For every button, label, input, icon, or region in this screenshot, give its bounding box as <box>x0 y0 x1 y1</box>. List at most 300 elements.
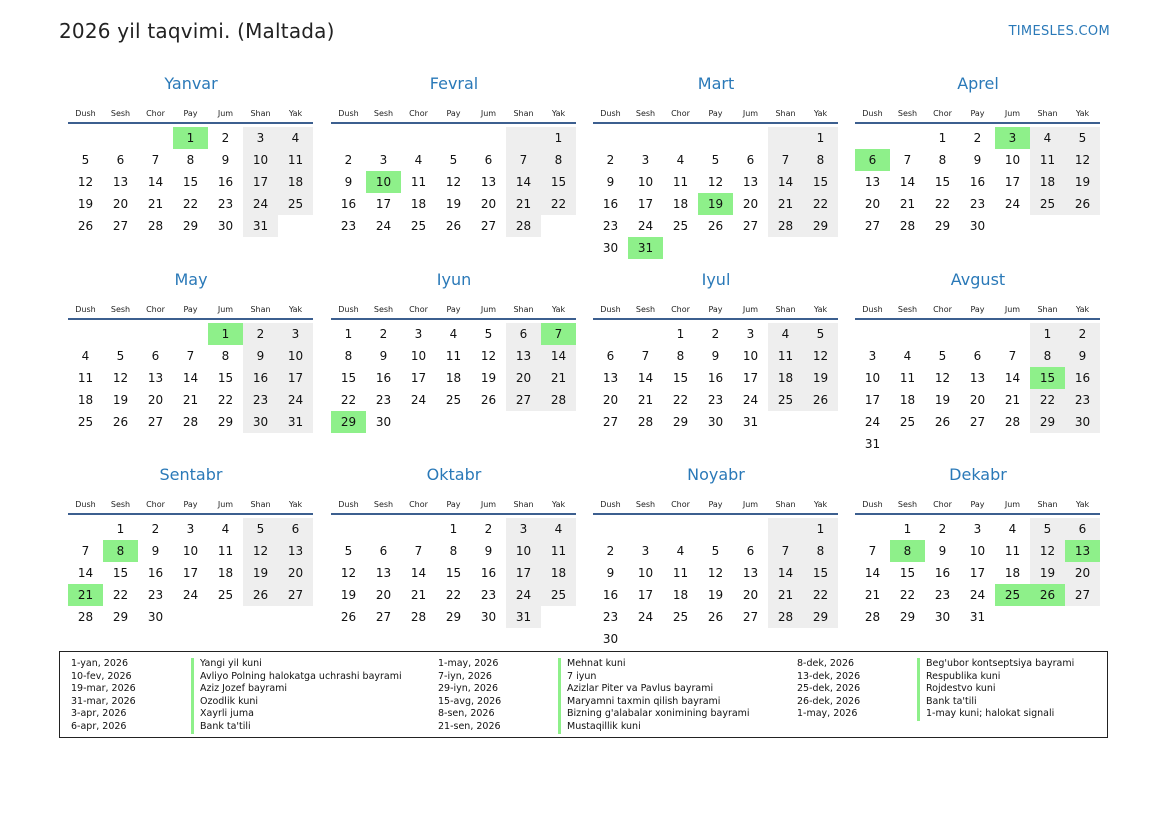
day-cell: 30 <box>217 219 234 233</box>
empty-cell <box>768 411 803 433</box>
empty-cell <box>890 323 925 345</box>
day-cell: 24 <box>182 588 199 602</box>
weekday-header <box>331 107 577 120</box>
day-cell: 25 <box>541 584 576 606</box>
day-cell: 16 <box>243 367 278 389</box>
day-cell: 15 <box>899 566 916 580</box>
day-cell: 18 <box>672 197 689 211</box>
day-cell: 6 <box>506 323 541 345</box>
weekday-label: Dush <box>75 305 96 314</box>
day-cell: 16 <box>340 197 357 211</box>
day-cell: 2 <box>973 131 982 145</box>
weekday-label: Yak <box>288 500 303 509</box>
weekday-header <box>855 498 1101 511</box>
weekday-label: Jum <box>742 500 759 509</box>
month-sentabr <box>68 461 314 628</box>
day-cell: 29 <box>803 606 838 628</box>
day-cell: 3 <box>973 522 982 536</box>
day-cell: 15 <box>672 371 689 385</box>
weekday-header <box>855 303 1101 316</box>
day-cell: 14 <box>182 371 199 385</box>
weekday-label: Jum <box>1004 305 1021 314</box>
day-cell: 2 <box>344 153 353 167</box>
day-cell: 16 <box>375 371 392 385</box>
day-cell: 28 <box>410 610 427 624</box>
empty-cell <box>243 606 278 628</box>
day-cell: 3 <box>641 544 650 558</box>
day-cell: 2 <box>484 522 493 536</box>
weekday-label: Yak <box>1075 500 1090 509</box>
day-cell: 20 <box>506 367 541 389</box>
day-cell: 9 <box>938 544 947 558</box>
legend-date: 31-mar, 2026 <box>71 695 136 707</box>
weekday-label: Shan <box>1037 305 1058 314</box>
day-cell: 23 <box>480 588 497 602</box>
day-cell: 16 <box>480 566 497 580</box>
empty-cell <box>995 323 1030 345</box>
day-grid <box>68 323 313 433</box>
weekday-label: Pay <box>970 109 985 118</box>
day-cell: 18 <box>278 171 313 193</box>
empty-cell <box>733 628 768 650</box>
day-cell: 30 <box>480 610 497 624</box>
day-cell: 1 <box>449 522 458 536</box>
weekday-label: Chor <box>409 500 428 509</box>
day-cell: 19 <box>480 371 497 385</box>
day-grid <box>68 127 313 237</box>
day-cell: 27 <box>506 389 541 411</box>
day-cell: 14 <box>410 566 427 580</box>
day-cell: 17 <box>742 371 759 385</box>
month-aprel <box>855 70 1101 237</box>
weekday-header <box>593 107 839 120</box>
day-cell: 29 <box>934 219 951 233</box>
day-cell: 5 <box>711 153 720 167</box>
empty-cell <box>698 628 733 650</box>
day-cell: 9 <box>243 345 278 367</box>
day-cell: 19 <box>1030 562 1065 584</box>
month-divider <box>331 122 576 124</box>
day-cell: 24 <box>742 393 759 407</box>
day-cell: 6 <box>973 349 982 363</box>
day-cell: 9 <box>151 544 160 558</box>
empty-cell <box>1030 215 1065 237</box>
holiday-day-cell: 13 <box>1065 540 1100 562</box>
day-cell: 26 <box>803 389 838 411</box>
day-cell: 9 <box>1065 345 1100 367</box>
legend-date: 15-avg, 2026 <box>438 695 502 707</box>
empty-cell <box>436 411 471 433</box>
day-cell: 8 <box>449 544 458 558</box>
day-cell: 30 <box>969 219 986 233</box>
day-cell: 13 <box>278 540 313 562</box>
day-cell: 26 <box>243 584 278 606</box>
day-cell: 27 <box>147 415 164 429</box>
month-mart <box>593 70 839 259</box>
day-cell: 20 <box>112 197 129 211</box>
legend-date: 13-dek, 2026 <box>797 670 861 682</box>
weekday-label: Yak <box>288 305 303 314</box>
holiday-day-cell: 10 <box>366 171 401 193</box>
day-cell: 4 <box>768 323 803 345</box>
weekday-label: Yak <box>551 109 566 118</box>
weekday-header <box>593 498 839 511</box>
legend-holiday-name: Mustaqillik kuni <box>558 721 641 734</box>
day-cell: 3 <box>186 522 195 536</box>
day-cell: 6 <box>606 349 615 363</box>
holiday-day-cell: 6 <box>855 149 890 171</box>
day-cell: 18 <box>217 566 234 580</box>
month-divider <box>331 318 576 320</box>
day-cell: 22 <box>445 588 462 602</box>
weekday-header <box>68 303 314 316</box>
empty-cell <box>366 127 401 149</box>
legend-date: 1-may, 2026 <box>438 658 499 669</box>
day-cell: 20 <box>278 562 313 584</box>
legend-date: 25-dek, 2026 <box>797 683 861 695</box>
empty-cell <box>768 127 803 149</box>
day-cell: 1 <box>541 127 576 149</box>
day-cell: 26 <box>445 219 462 233</box>
month-noyabr <box>593 461 839 650</box>
day-cell: 2 <box>243 323 278 345</box>
day-cell: 11 <box>899 371 916 385</box>
day-cell: 3 <box>243 127 278 149</box>
day-cell: 4 <box>676 544 685 558</box>
legend-holiday-name: Yangi yil kuni <box>191 658 262 671</box>
day-cell: 25 <box>672 219 689 233</box>
day-cell: 3 <box>868 349 877 363</box>
day-cell: 30 <box>934 610 951 624</box>
day-cell: 19 <box>445 197 462 211</box>
legend-holiday-name: Ozodlik kuni <box>191 696 258 709</box>
legend-date: 29-iyn, 2026 <box>438 683 499 695</box>
month-name: Mart <box>697 74 735 93</box>
day-cell: 3 <box>506 518 541 540</box>
day-cell: 1 <box>344 327 353 341</box>
day-cell: 7 <box>868 544 877 558</box>
empty-cell <box>401 518 436 540</box>
day-cell: 22 <box>217 393 234 407</box>
empty-cell <box>663 237 698 259</box>
day-cell: 28 <box>147 219 164 233</box>
day-cell: 12 <box>340 566 357 580</box>
day-cell: 10 <box>864 371 881 385</box>
weekday-label: Chor <box>409 305 428 314</box>
day-cell: 17 <box>243 171 278 193</box>
month-name: Dekabr <box>949 465 1007 484</box>
day-cell: 17 <box>1004 175 1021 189</box>
empty-cell <box>103 127 138 149</box>
day-cell: 16 <box>602 197 619 211</box>
day-cell: 21 <box>1004 393 1021 407</box>
weekday-label: Pay <box>446 109 461 118</box>
day-cell: 26 <box>77 219 94 233</box>
day-grid <box>331 518 576 628</box>
day-cell: 17 <box>278 367 313 389</box>
day-cell: 22 <box>803 584 838 606</box>
month-name: Sentabr <box>159 465 223 484</box>
day-cell: 7 <box>768 540 803 562</box>
empty-cell <box>890 127 925 149</box>
holiday-legend <box>59 651 1108 738</box>
day-cell: 19 <box>803 367 838 389</box>
day-grid <box>68 518 313 628</box>
month-divider <box>68 122 313 124</box>
day-cell: 18 <box>768 367 803 389</box>
day-cell: 8 <box>803 540 838 562</box>
day-cell: 24 <box>1004 197 1021 211</box>
day-cell: 19 <box>1065 171 1100 193</box>
day-cell: 5 <box>711 544 720 558</box>
weekday-label: Jum <box>480 109 497 118</box>
day-cell: 30 <box>243 411 278 433</box>
day-cell: 29 <box>182 219 199 233</box>
day-cell: 13 <box>602 371 619 385</box>
day-cell: 4 <box>903 349 912 363</box>
day-cell: 10 <box>506 540 541 562</box>
day-cell: 27 <box>1065 584 1100 606</box>
weekday-header <box>331 303 577 316</box>
day-cell: 25 <box>672 610 689 624</box>
day-cell: 11 <box>445 349 462 363</box>
weekday-label: Sesh <box>635 109 656 118</box>
day-cell: 29 <box>217 415 234 429</box>
empty-cell <box>506 411 541 433</box>
empty-cell <box>138 323 173 345</box>
weekday-label: Pay <box>708 500 723 509</box>
weekday-label: Sesh <box>635 305 656 314</box>
day-cell: 24 <box>375 219 392 233</box>
empty-cell <box>401 411 436 433</box>
empty-cell <box>995 606 1030 628</box>
day-cell: 16 <box>969 175 986 189</box>
weekday-label: Dush <box>862 500 883 509</box>
empty-cell <box>628 518 663 540</box>
day-cell: 2 <box>606 153 615 167</box>
weekday-label: Yak <box>551 500 566 509</box>
day-cell: 14 <box>541 345 576 367</box>
day-cell: 21 <box>768 584 803 606</box>
day-cell: 15 <box>541 171 576 193</box>
day-cell: 31 <box>864 437 881 451</box>
day-cell: 23 <box>243 389 278 411</box>
month-yanvar <box>68 70 314 237</box>
weekday-label: Jum <box>742 109 759 118</box>
day-cell: 1 <box>903 522 912 536</box>
day-cell: 9 <box>606 566 615 580</box>
empty-cell <box>890 433 925 455</box>
day-cell: 25 <box>445 393 462 407</box>
day-cell: 27 <box>480 219 497 233</box>
weekday-label: Pay <box>183 109 198 118</box>
day-cell: 8 <box>186 153 195 167</box>
day-cell: 19 <box>112 393 129 407</box>
day-cell: 6 <box>1065 518 1100 540</box>
day-cell: 5 <box>116 349 125 363</box>
day-cell: 3 <box>414 327 423 341</box>
empty-cell <box>541 411 576 433</box>
empty-cell <box>663 518 698 540</box>
day-cell: 9 <box>973 153 982 167</box>
weekday-label: Pay <box>970 305 985 314</box>
weekday-label: Jum <box>217 305 234 314</box>
day-cell: 6 <box>746 544 755 558</box>
day-cell: 29 <box>112 610 129 624</box>
day-cell: 11 <box>672 175 689 189</box>
day-cell: 14 <box>768 562 803 584</box>
day-cell: 26 <box>1065 193 1100 215</box>
empty-cell <box>1030 606 1065 628</box>
day-cell: 19 <box>707 588 724 602</box>
weekday-label: Chor <box>933 305 952 314</box>
month-fevral <box>331 70 577 237</box>
day-cell: 11 <box>1030 149 1065 171</box>
empty-cell <box>208 606 243 628</box>
day-cell: 26 <box>707 610 724 624</box>
empty-cell <box>925 433 960 455</box>
empty-cell <box>173 606 208 628</box>
weekday-label: Shan <box>775 305 796 314</box>
empty-cell <box>506 127 541 149</box>
weekday-label: Pay <box>708 109 723 118</box>
day-cell: 16 <box>707 371 724 385</box>
day-cell: 15 <box>217 371 234 385</box>
day-cell: 19 <box>243 562 278 584</box>
weekday-label: Sesh <box>373 305 394 314</box>
day-cell: 7 <box>903 153 912 167</box>
day-cell: 17 <box>969 566 986 580</box>
day-cell: 7 <box>641 349 650 363</box>
day-cell: 10 <box>742 349 759 363</box>
day-cell: 6 <box>379 544 388 558</box>
legend-holiday-name: Maryamni taxmin qilish bayrami <box>558 696 720 709</box>
day-cell: 27 <box>602 415 619 429</box>
weekday-label: Yak <box>288 109 303 118</box>
legend-holiday-name: Avliyo Polning halokatga uchrashi bayrami <box>191 671 402 684</box>
day-cell: 28 <box>768 606 803 628</box>
day-cell: 24 <box>243 193 278 215</box>
weekday-label: Jum <box>217 109 234 118</box>
empty-cell <box>471 127 506 149</box>
day-cell: 2 <box>221 131 230 145</box>
empty-cell <box>663 127 698 149</box>
day-cell: 2 <box>711 327 720 341</box>
holiday-day-cell: 8 <box>890 540 925 562</box>
empty-cell <box>331 127 366 149</box>
day-cell: 22 <box>1030 389 1065 411</box>
day-cell: 7 <box>186 349 195 363</box>
month-name: Aprel <box>957 74 999 93</box>
day-cell: 26 <box>340 610 357 624</box>
day-cell: 18 <box>899 393 916 407</box>
day-cell: 6 <box>151 349 160 363</box>
empty-cell <box>103 323 138 345</box>
day-cell: 13 <box>506 345 541 367</box>
day-cell: 28 <box>77 610 94 624</box>
empty-cell <box>1065 433 1100 455</box>
weekday-label: Shan <box>250 500 271 509</box>
day-cell: 15 <box>803 171 838 193</box>
day-cell: 1 <box>938 131 947 145</box>
legend-holiday-name: Azizlar Piter va Pavlus bayrami <box>558 683 713 696</box>
day-cell: 21 <box>541 367 576 389</box>
day-cell: 13 <box>969 371 986 385</box>
holiday-day-cell: 31 <box>628 237 663 259</box>
empty-cell <box>733 518 768 540</box>
day-cell: 11 <box>217 544 234 558</box>
weekday-label: Yak <box>551 305 566 314</box>
day-cell: 5 <box>803 323 838 345</box>
holiday-day-cell: 19 <box>698 193 733 215</box>
day-cell: 7 <box>151 153 160 167</box>
day-cell: 15 <box>182 175 199 189</box>
weekday-label: Yak <box>813 500 828 509</box>
day-cell: 15 <box>803 562 838 584</box>
day-cell: 10 <box>410 349 427 363</box>
legend-date: 1-yan, 2026 <box>71 658 128 669</box>
empty-cell <box>331 518 366 540</box>
day-cell: 6 <box>484 153 493 167</box>
day-cell: 4 <box>449 327 458 341</box>
day-cell: 20 <box>864 197 881 211</box>
day-cell: 22 <box>541 193 576 215</box>
day-cell: 28 <box>637 415 654 429</box>
day-cell: 13 <box>480 175 497 189</box>
weekday-label: Dush <box>75 500 96 509</box>
day-cell: 28 <box>506 215 541 237</box>
day-cell: 24 <box>278 389 313 411</box>
day-cell: 10 <box>278 345 313 367</box>
day-cell: 28 <box>899 219 916 233</box>
empty-cell <box>768 518 803 540</box>
day-cell: 20 <box>969 393 986 407</box>
day-cell: 2 <box>151 522 160 536</box>
day-cell: 3 <box>379 153 388 167</box>
day-cell: 13 <box>742 566 759 580</box>
empty-cell <box>68 323 103 345</box>
day-cell: 17 <box>637 588 654 602</box>
day-cell: 22 <box>934 197 951 211</box>
legend-holiday-name: Respublika kuni <box>917 671 1000 684</box>
day-cell: 9 <box>379 349 388 363</box>
empty-cell <box>541 215 576 237</box>
day-cell: 26 <box>480 393 497 407</box>
month-divider <box>593 122 838 124</box>
empty-cell <box>768 628 803 650</box>
day-cell: 22 <box>182 197 199 211</box>
day-cell: 15 <box>112 566 129 580</box>
weekday-label: Shan <box>1037 109 1058 118</box>
day-cell: 20 <box>1065 562 1100 584</box>
day-cell: 24 <box>637 219 654 233</box>
day-cell: 28 <box>1004 415 1021 429</box>
day-cell: 14 <box>77 566 94 580</box>
day-cell: 28 <box>541 389 576 411</box>
day-cell: 14 <box>1004 371 1021 385</box>
day-cell: 22 <box>899 588 916 602</box>
empty-cell <box>925 323 960 345</box>
day-cell: 28 <box>864 610 881 624</box>
legend-date: 7-iyn, 2026 <box>438 670 492 682</box>
site-link[interactable]: TIMESLES.COM <box>1008 24 1110 39</box>
day-cell: 16 <box>147 566 164 580</box>
day-cell: 3 <box>746 327 755 341</box>
month-divider <box>331 513 576 515</box>
legend-holiday-name: 1-may kuni; halokat signali <box>917 708 1054 721</box>
day-cell: 12 <box>707 175 724 189</box>
day-cell: 14 <box>637 371 654 385</box>
